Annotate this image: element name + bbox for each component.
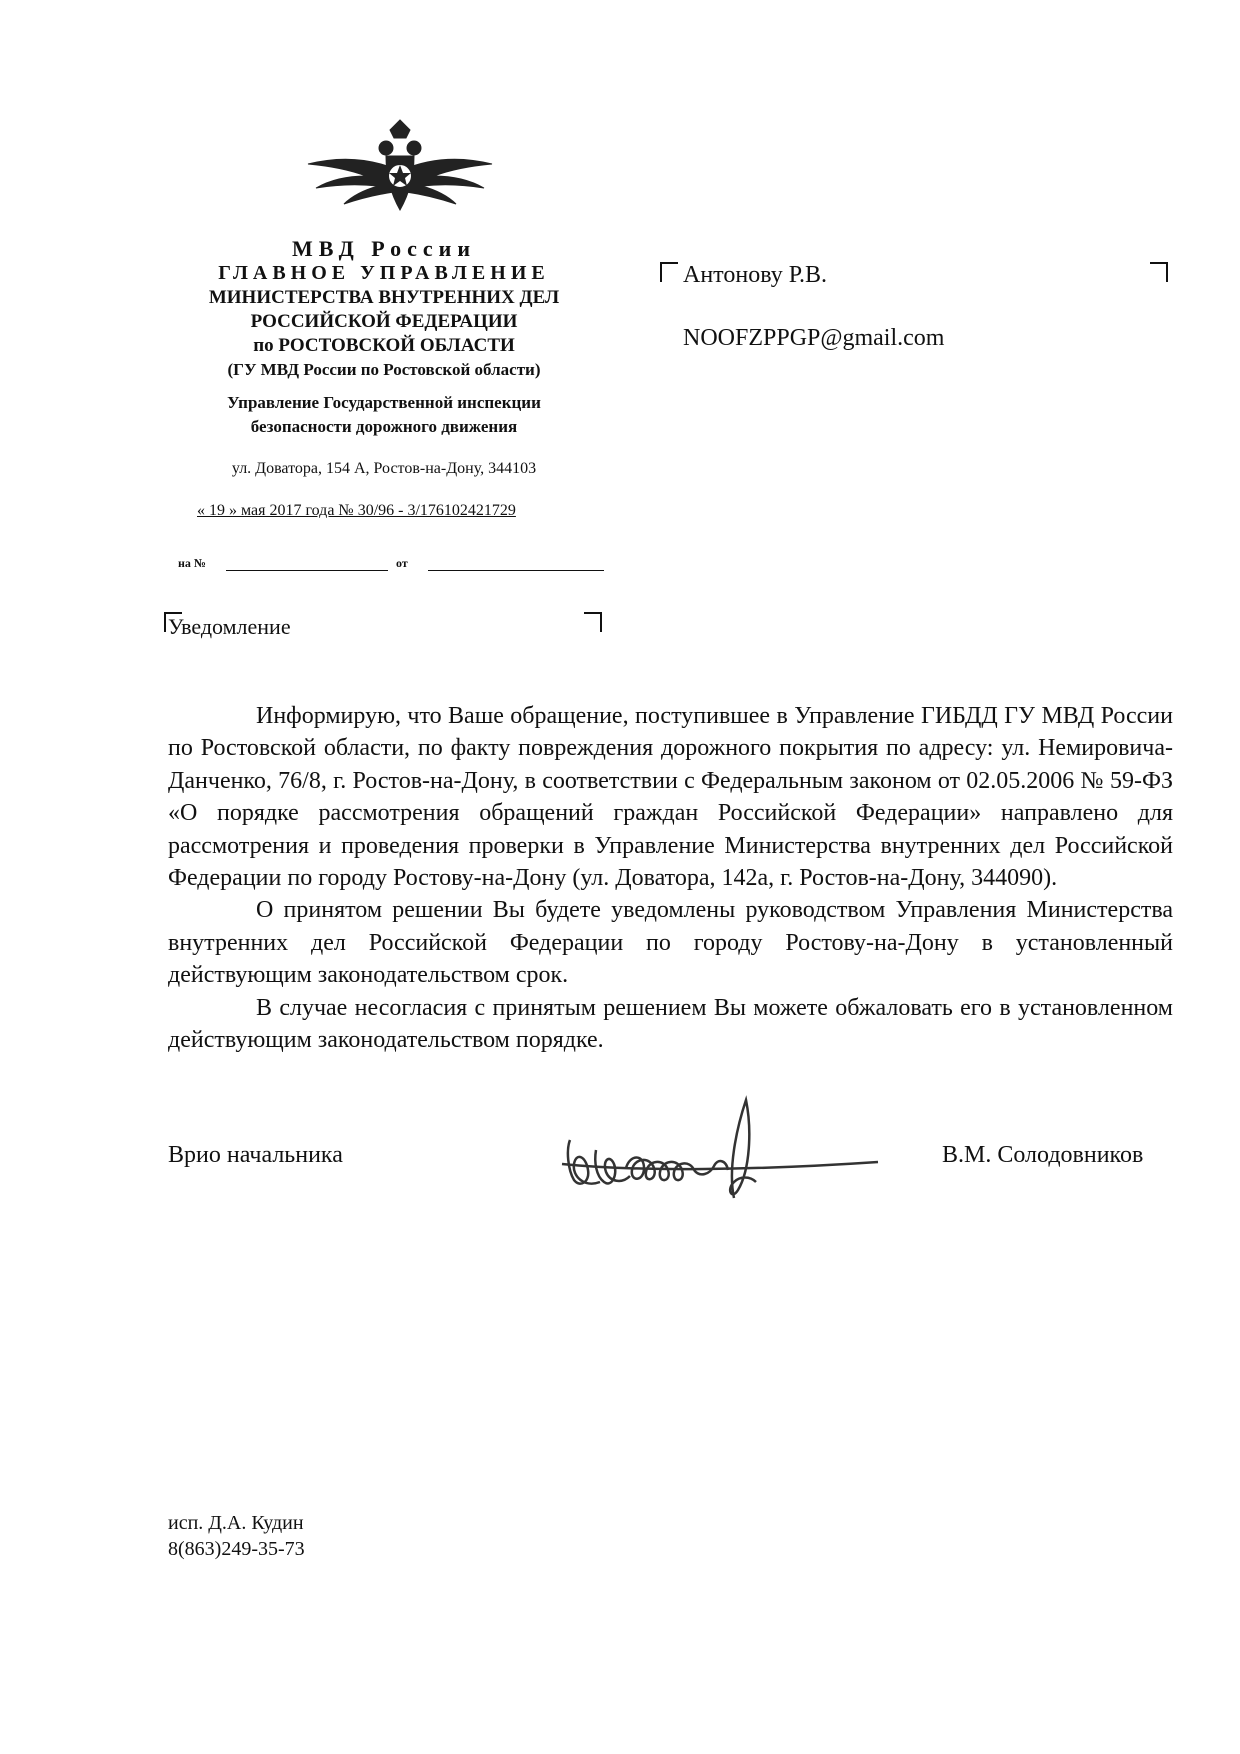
body-paragraph: О принятом решении Вы будете уведомлены руководством Управления Министерства внутренних дел Российской Федерации по городу Ростову-на-Дону в установленный действующим законодательством срок. [168, 897, 1173, 989]
dept-line-1: ГЛАВНОЕ УПРАВЛЕНИЕ [218, 262, 550, 284]
recipient-email: NOOFZPPGP@gmail.com [683, 325, 945, 351]
subject-title: Уведомление [168, 614, 291, 639]
executor-name: исп. Д.А. Кудин [168, 1512, 304, 1534]
signatory-title: Врио начальника [168, 1142, 343, 1168]
mvd-emblem-icon [300, 118, 500, 218]
executor-phone: 8(863)249-35-73 [168, 1538, 305, 1560]
recipient-corner-right [1150, 262, 1168, 282]
dept-line-2: МИНИСТЕРСТВА ВНУТРЕННИХ ДЕЛ [208, 287, 560, 308]
registration-line: « 19 » мая 2017 года № 30/96 - 3/176102421729 [197, 502, 516, 519]
body-paragraph: В случае несогласия с принятым решением Вы можете обжаловать его в установленном действующим законодательством порядке. [168, 994, 1173, 1054]
handwritten-signature [560, 1090, 880, 1220]
dept-short-name: (ГУ МВД России по Ростовской области) [227, 360, 541, 379]
subdivision-line-1: Управление Государственной инспекции [227, 393, 541, 412]
executor-block [168, 1510, 305, 1562]
ref-from-label: от [396, 556, 408, 570]
dept-line-3: РОССИЙСКОЙ ФЕДЕРАЦИИ [250, 311, 518, 332]
recipient-corner-left [660, 262, 678, 282]
subdivision-line-2: безопасности дорожного движения [250, 417, 518, 436]
letterhead-address: ул. Доватора, 154 А, Ростов-на-Дону, 344103 [231, 460, 537, 477]
letter-body [168, 700, 1173, 1056]
ref-number-label: на № [178, 556, 206, 570]
dept-line-4: по РОСТОВСКОЙ ОБЛАСТИ [253, 335, 515, 356]
subject-corner-right [584, 612, 602, 632]
ref-from-underline [428, 570, 604, 571]
agency-name: МВД России [291, 236, 476, 261]
signatory-name: В.М. Солодовников [942, 1142, 1144, 1168]
body-paragraph: Информирую, что Ваше обращение, поступившее в Управление ГИБДД ГУ МВД России по Ростовской области, по факту повреждения дорожного покрытия по адресу: ул. Немировича-Данченко, 76/8, г. Ростов-на-Дону, в соответствии с Федеральным законом от 02.05.2006 № 59-ФЗ «О порядке рассмотрения обращений граждан Российской Федерации» направлено для рассмотрения и проведения проверки в Управление Министерства внутренних дел Российской Федерации по городу Ростову-на-Дону (ул. Доватора, 142а, г. Ростов-на-Дону, 344090). [168, 703, 1173, 892]
ref-number-underline [226, 570, 388, 571]
recipient-name: Антонову Р.В. [683, 262, 828, 288]
